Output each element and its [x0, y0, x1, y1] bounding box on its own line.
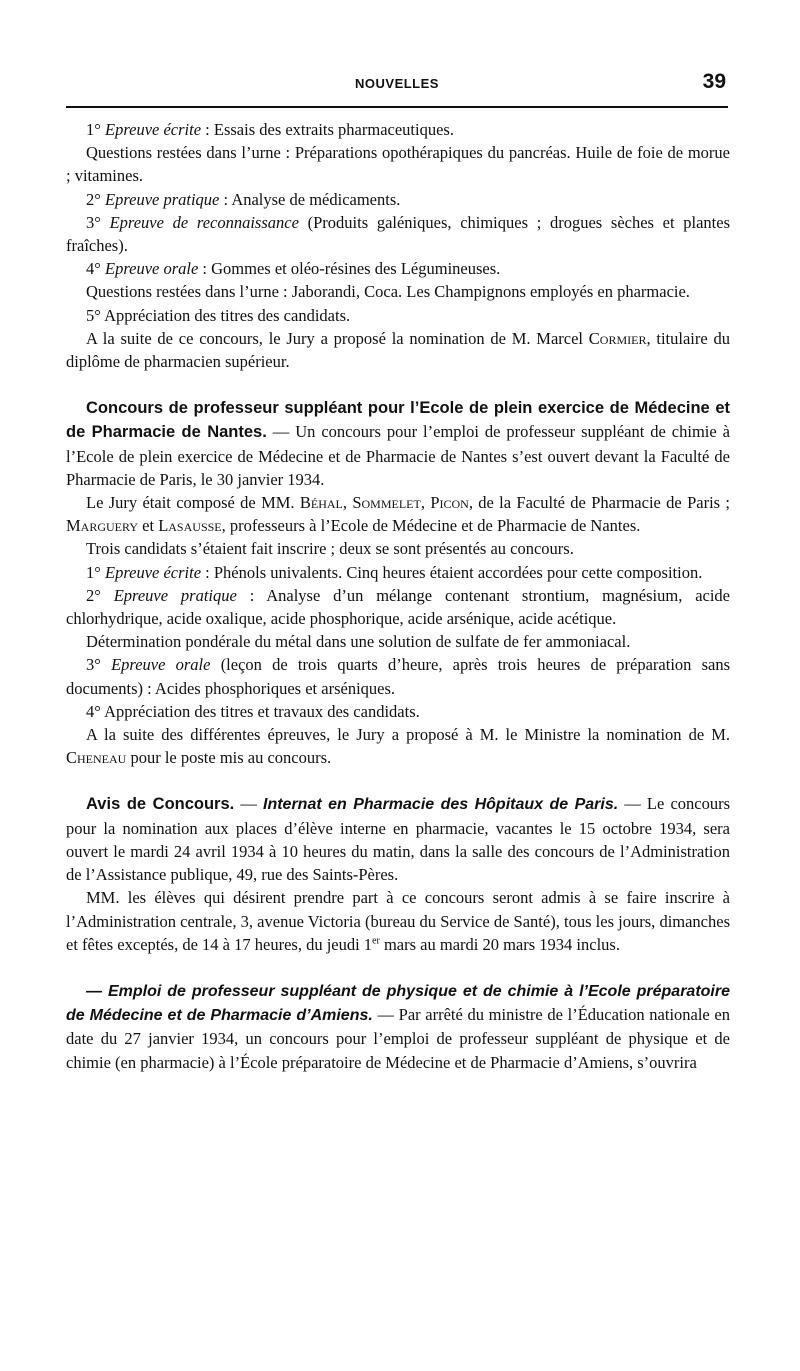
internat-subheading: Internat en Pharmacie des Hôpitaux de Paris. — [263, 796, 619, 814]
nomination-paragraph: A la suite de ce concours, le Jury a proposé la nomination de M. Marcel Cormier, titulaire du diplôme de pharmacien supérieur. — [66, 328, 730, 372]
amiens-paragraph: — Emploi de professeur suppléant de physique et de chimie à l’Ecole préparatoire de Médecine et de Pharmacie d’Amiens. — Par arrêté du ministre de l’Éducation nationale en date du 27 janvier 1934, un concours pour l’emploi de professeur suppléant de physique et de chimie (en pharmacie) à l’École préparatoire de Médecine et de Pharmacie d’Amiens, s’ouvrira — [66, 982, 730, 1072]
article-body — [66, 118, 730, 1074]
nantes-determination-paragraph: Détermination pondérale du métal dans une solution de sulfate de fer ammoniacal. — [86, 632, 631, 652]
exam-practical-line: 2° Epreuve pratique : Analyse de médicaments. — [86, 189, 401, 209]
titles-appreciation-line: 5° Appréciation des titres des candidats. — [86, 305, 351, 325]
nantes-practical-paragraph: 2° Epreuve pratique : Analyse d’un mélange contenant strontium, magnésium, acide chlorhydrique, acide oxalique, acide phosphorique, acide arsénique, acide acétique. — [66, 585, 730, 629]
nantes-oral-paragraph: 3° Epreuve orale (leçon de trois quarts d’heure, après trois heures de préparation sans documents) : Acides phosphoriques et arséniques. — [66, 655, 731, 698]
page-header — [66, 70, 728, 108]
oral-questions-paragraph: Questions restées dans l’urne : Jaborandi, Coca. Les Champignons employés en pharmacie. — [86, 282, 690, 302]
questions-urn-paragraph: Questions restées dans l’urne : Préparations opothérapiques du pancréas. Huile de foie de morue ; vitamines. — [66, 143, 730, 186]
running-title: NOUVELLES — [355, 76, 439, 91]
exam-oral-line: 4° Epreuve orale : Gommes et oléo-résines des Légumineuses. — [86, 259, 501, 279]
exam-written-line: 1° Epreuve écrite : Essais des extraits pharmaceutiques. — [86, 120, 454, 139]
candidates-line: Trois candidats s’étaient fait inscrire ; deux se sont présentés au concours. — [86, 539, 574, 559]
page-number: 39 — [702, 70, 726, 93]
nantes-result-paragraph: A la suite des différentes épreuves, le Jury a proposé à M. le Ministre la nomination de M. Cheneau pour le poste mis au concours. — [66, 725, 730, 768]
nantes-titles-line: 4° Appréciation des titres et travaux des candidats. — [86, 701, 420, 721]
jury-paragraph: Le Jury était composé de MM. Béhal, Sommelet, Picon, de la Faculté de Pharmacie de Paris ; Marguery et Lasausse, professeurs à l’Ecole de Médecine et de Pharmacie de Nantes. — [66, 493, 730, 536]
inscription-paragraph: MM. les élèves qui désirent prendre part à ce concours seront admis à se faire inscrire à l’Administration centrale, 3, avenue Victoria (bureau du Service de Santé), tous les jours, dimanches et fêtes exceptés, de 14 à 17 heures, du jeudi 1er mars au mardi 20 mars 1934 inclus. — [66, 888, 730, 954]
internat-paragraph: Avis de Concours. — Internat en Pharmacie des Hôpitaux de Paris. — Le concours pour la nomination aux places d’élève interne en pharmacie, vacantes le 15 octobre 1934, sera ouvert le mardi 24 avril 1934 à 10 heures du matin, dans la salle des concours de l’Administration de l’Assistance publique, 49, rue des Saints-Pères. — [66, 794, 731, 885]
nantes-written-paragraph: 1° Epreuve écrite : Phénols univalents. Cinq heures étaient accordées pour cette composition. — [86, 562, 703, 582]
avis-heading: Avis de Concours. — [86, 795, 235, 814]
nantes-intro-paragraph: Concours de professeur suppléant pour l’Ecole de plein exercice de Médecine et de Pharmacie de Nantes. — Un concours pour l’emploi de professeur suppléant de chimie à l’Ecole de plein exercice de Médecine et de Pharmacie de Nantes s’est ouvert devant la Faculté de Pharmacie de Paris, le 30 janvier 1934. — [66, 399, 730, 489]
exam-recognition-paragraph: 3° Epreuve de reconnaissance (Produits galéniques, chimiques ; drogues sèches et plantes fraîches). — [66, 212, 731, 256]
nantes-heading: Concours de professeur suppléant pour l’Ecole de plein exercice de Médecine et de Pharmacie de Nantes. — [66, 399, 730, 442]
amiens-heading: — Emploi de professeur suppléant de physique et de chimie à l’Ecole préparatoire de Médecine et de Pharmacie d’Amiens. — [66, 982, 730, 1025]
